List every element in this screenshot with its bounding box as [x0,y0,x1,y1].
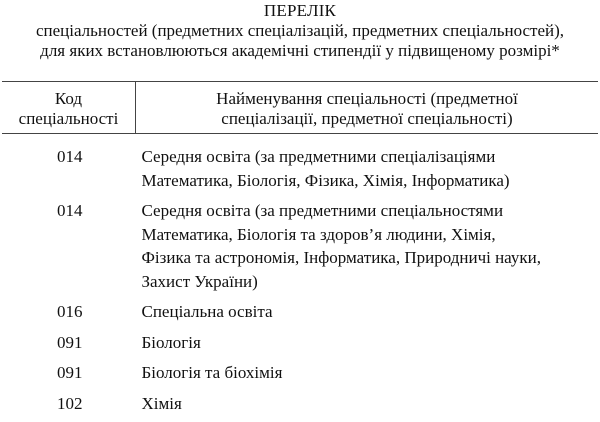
document-title: ПЕРЕЛІК [0,1,600,21]
row-code: 014 [2,134,136,200]
header-code [2,82,136,134]
row-name [136,199,599,300]
row-name-line: Спеціальна освіта [142,300,599,324]
row-name [136,300,599,331]
row-name [136,361,599,392]
row-name-line: Фізика та астрономія, Інформатика, Природничі науки, [142,246,599,270]
table-row [2,331,598,362]
row-code: 016 [2,300,136,331]
row-name-line: Захист України) [142,270,599,294]
row-code: 091 [2,331,136,362]
table-row [2,134,598,200]
document-header [0,0,600,61]
row-code: 102 [2,392,136,422]
header-code-line-1: Код [2,89,135,109]
document-subtitle-line-1: спеціальностей (предметних спеціалізацій, предметних спеціальностей), [0,21,600,41]
row-name [136,331,599,362]
row-name-line: Середня освіта (за предметними спеціалізаціями [142,145,599,169]
row-name [136,392,599,422]
row-name-line: Середня освіта (за предметними спеціальностями [142,199,599,223]
row-name-line: Математика, Біологія, Фізика, Хімія, Інформатика) [142,169,599,193]
table-header-row [2,82,598,134]
row-code: 014 [2,199,136,300]
header-name [136,82,599,134]
row-name-line: Математика, Біологія та здоров’я людини, Хімія, [142,223,599,247]
specialties-table [2,81,598,422]
table-row [2,199,598,300]
header-name-line-2: спеціалізації, предметної спеціальності) [136,109,598,129]
table-row [2,300,598,331]
header-name-line-1: Найменування спеціальності (предметної [136,89,598,109]
document-subtitle-line-2: для яких встановлюються академічні стипендії у підвищеному розмірі* [0,41,600,61]
row-name-line: Біологія та біохімія [142,361,599,385]
row-name-line: Біологія [142,331,599,355]
row-name-line: Хімія [142,392,599,416]
row-code: 091 [2,361,136,392]
table-row [2,392,598,422]
header-code-line-2: спеціальності [2,109,135,129]
row-name [136,134,599,200]
table-row [2,361,598,392]
